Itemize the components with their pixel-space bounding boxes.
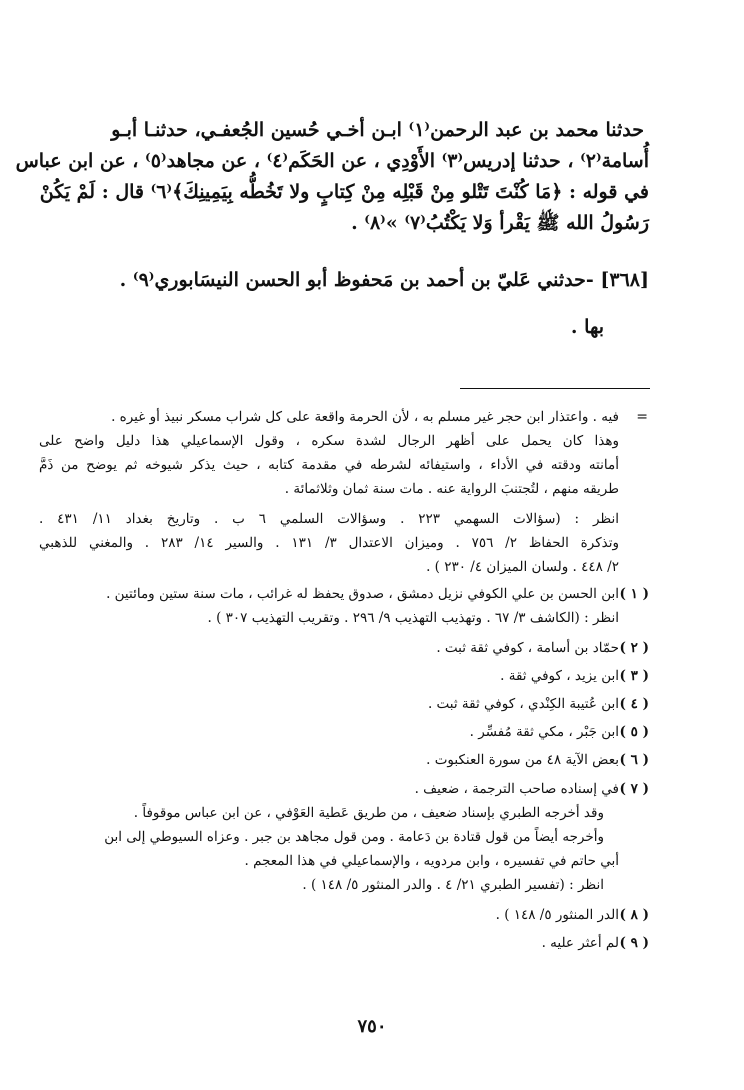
footnote-5-number: ( ٥ ) [619,724,649,740]
footnote-3-number: ( ٣ ) [619,668,649,684]
footnote-cont-line: أمانته ودقته في الأداء ، واستيفائه لشرطه في مقدمة كتابه ، حيث يذكر شيوخه ثم يوضح من ذَمَّ [39,457,619,473]
footnote-7-text: أبي حاتم في تفسيره ، وابن مردويه ، والإسماعيلي في هذا المعجم . [244,853,619,869]
footnote-cont-line: انظر : (سؤالات السهمي ٢٢٣ . وسؤالات السلمي ٦ ب . وتاريخ بغداد ١١/ ٤٣١ . [39,511,619,527]
footnote-divider [460,388,650,389]
footnote-continuation-mark: = [636,409,648,425]
footnote-6-text: بعض الآية ٤٨ من سورة العنكبوت . [426,752,619,768]
footnote-7-text: انظر : (تفسير الطبري ٢١/ ٤ . والدر المنثور ٥/ ١٤٨ ) . [302,877,604,893]
footnote-3-text: ابن يزيد ، كوفي ثقة . [500,668,619,684]
footnote-4-text: ابن عُتيبة الكِنْدي ، كوفي ثقة ثبت . [427,696,619,712]
main-text-line-1: حدثنا محمد بن عبد الرحمن⁽١⁾ ابـن أخـي حُسين الجُعفـي، حدثنـا أبـو [111,119,644,141]
footnote-1-number: ( ١ ) [619,586,649,602]
hadith-368-continuation: بها . [570,316,604,338]
footnote-6-number: ( ٦ ) [619,752,649,768]
footnote-7-number: ( ٧ ) [619,781,649,797]
main-text-line-3: في قوله : ﴿مَا كُنْتَ تَتْلو مِنْ قَبْلِه مِنْ كِتابٍ ولا تَخُطُّه بِيَمِينِكَ﴾⁽٦⁾ قال : لَمْ يَكُنْ [39,181,649,203]
footnote-5-text: ابن جَبْر ، مكي ثقة مُفسِّر . [469,724,619,740]
footnote-1-text: انظر : (الكاشف ٣/ ٦٧ . وتهذيب التهذيب ٩/ ٢٩٦ . وتقريب التهذيب ٣٠٧ ) . [207,610,619,626]
footnote-cont-line: وتذكرة الحفاظ ٢/ ٧٥٦ . وميزان الاعتدال ٣/ ١٣١ . والسير ١٤/ ٢٨٣ . والمغني للذهبي [39,535,619,551]
footnote-cont-line: ٢/ ٤٤٨ . ولسان الميزان ٤/ ٢٣٠ ) . [426,559,619,575]
footnote-7-text: وقد أخرجه الطبري بإسناد ضعيف ، من طريق عَطية العَوْفي ، عن ابن عباس موقوفاً . [133,805,604,821]
page-number: ٧٥٠ [357,1016,387,1037]
footnote-7-text: في إسناده صاحب الترجمة ، ضعيف . [414,781,619,797]
footnote-7-text: وأخرجه أيضاً من قول قتادة بن دَعامة . ومن قول مجاهد بن جبر . وعزاه السيوطي إلى ابن [104,829,604,845]
footnote-2-number: ( ٢ ) [619,640,649,656]
main-text-line-4: رَسُولُ الله ﷺ يَقْرأ وَلا يَكْتُبُ⁽٧⁾ »⁽٨⁾ . [351,212,649,234]
hadith-368-heading: [٣٦٨] -حدثني عَليّ بن أحمد بن مَحفوظ أبو الحسن النيسَابوري⁽٩⁾ . [119,269,649,291]
main-text-line-2: أُسامة⁽٢⁾ ، حدثنا إدريس⁽٣⁾ الأَوْدِي ، عن الحَكَم⁽٤⁾ ، عن مجاهد⁽٥⁾ ، عن ابن عباس [15,150,649,172]
footnote-8-number: ( ٨ ) [619,907,649,923]
footnote-9-number: ( ٩ ) [619,935,649,951]
footnote-9-text: لم أعثر عليه . [541,935,619,951]
footnote-cont-line: وهذا كان يحمل على أظهر الرجال لشدة سكره ، وقول الإسماعيلي هذا دليل واضح على [39,433,619,449]
footnote-4-number: ( ٤ ) [619,696,649,712]
footnote-cont-line: طريقه منهم ، لتُجتنبَ الرواية عنه . مات سنة ثمان وثلاثمائة . [284,481,619,497]
footnote-8-text: الدر المنثور ٥/ ١٤٨ ) . [495,907,619,923]
footnote-2-text: حمّاد بن أسامة ، كوفي ثقة ثبت . [436,640,619,656]
footnote-cont-line: فيه . واعتذار ابن حجر غير مسلم به ، لأن الحرمة واقعة على كل شراب مسكر نبيذ أو غيره . [111,409,619,425]
footnote-1-text: ابن الحسن بن علي الكوفي نزيل دمشق ، صدوق يحفظ له غرائب ، مات سنة ستين ومائتين . [106,586,619,602]
